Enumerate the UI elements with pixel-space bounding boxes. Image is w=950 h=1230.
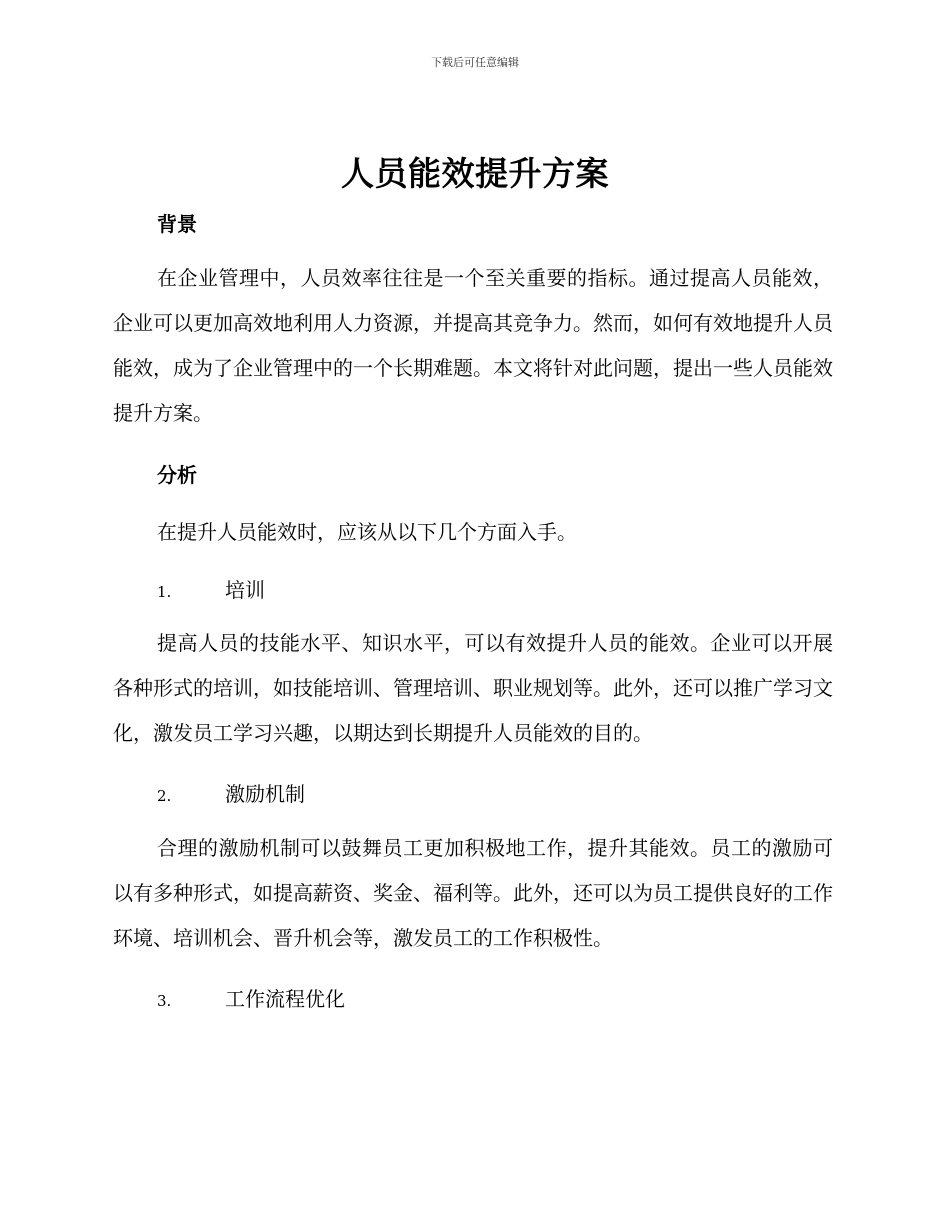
list-number: 2.: [157, 787, 172, 805]
list-item-training: [157, 574, 265, 603]
section-heading-background: 背景: [157, 212, 197, 236]
section-heading-analysis: 分析: [157, 463, 197, 487]
analysis-intro: 在提升人员能效时，应该从以下几个方面入手。: [157, 520, 577, 544]
list-item-title: 工作流程优化: [225, 987, 345, 1011]
incentive-paragraph: 合理的激励机制可以鼓舞员工更加积极地工作，提升其能效。员工的激励可以有多种形式，如提高薪资、奖金、福利等。此外，还可以为员工提供良好的工作环境、培训机会、晋升机会等，激发员工的工作积极性。: [113, 836, 833, 950]
list-item-workflow: [157, 983, 345, 1012]
list-number: 3.: [157, 992, 172, 1010]
list-number: 1.: [157, 583, 172, 601]
header-note: 下载后可任意编辑: [431, 56, 519, 69]
list-item-title: 激励机制: [225, 782, 305, 806]
background-paragraph: 在企业管理中，人员效率往往是一个至关重要的指标。通过提高人员能效，企业可以更加高效地利用人力资源，并提高其竞争力。然而，如何有效地提升人员能效，成为了企业管理中的一个长期难题。本文将针对此问题，提出一些人员能效提升方案。: [113, 266, 833, 425]
list-item-title: 培训: [225, 578, 265, 602]
list-item-incentive: [157, 778, 305, 807]
training-paragraph: 提高人员的技能水平、知识水平，可以有效提升人员的能效。企业可以开展各种形式的培训，如技能培训、管理培训、职业规划等。此外，还可以推广学习文化，激发员工学习兴趣，以期达到长期提升人员能效的目的。: [113, 631, 833, 745]
document-title: 人员能效提升方案: [341, 154, 609, 193]
